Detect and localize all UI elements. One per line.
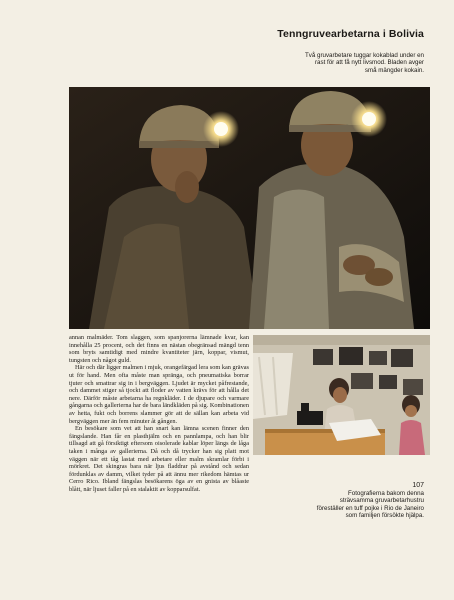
caption-main-photo: Två gruvarbetare tuggar kokablad under en rast för att få nytt livsmod. Bladen avger små mängder kokain. <box>304 52 424 74</box>
page-number: 107 <box>412 482 424 489</box>
photo-miners <box>69 87 430 329</box>
body-paragraph-3: En besökare som vet att han snart kan lämna scenen finner den fängslande. Han får en plasthjälm och en pannlampa, och han blir tillsagd att gå försiktigt eftersom oisolerade kablar löper längs de låga taken i många av gallerierna. Då och då trycker han sig platt mot väggen när ett tåg lastat med arbetare eller malm skramlar förbi i mörkret. Det skingras bara när ljus fladdrar på avstånd och sedan fördunklas av damm, vilket tyder på att ännu mer rikedom hämtas ur Cerro Rico. Ibland fängslas besökarens öga av en gnista av blåaste blått, när ljuset faller på en stalaktit av kopparsulfat. <box>69 425 249 493</box>
photo-miner-wife <box>253 335 430 455</box>
body-paragraph-1: annan malmäder. Tom slaggen, som spanjorerna lämnade kvar, kan innehålla 25 procent, och det finns en nästan obegränsad mängd tenn som bryts samtidigt med mindre kvantiteter järn, koppar, vismut, tungsten och något guld. <box>69 334 249 364</box>
article-body <box>69 334 249 493</box>
page-title: Tenngruvearbetarna i Bolivia <box>277 28 424 40</box>
caption-small-photo: Fotografierna bakom denna strävsamma gruvarbetarhustru föreställer en tuff pojke i Rio de Janeiro som familjen försökte hjälpa. <box>316 490 424 520</box>
body-paragraph-2: Här och där ligger malmen i mjuk, orangefärgad lera som kan grävas ut för hand. Men ofta måste man spränga, och pneumatiska borrar tjuter och smattrar sig in i bergväggen. Ljudet är mycket påfrestande, och dammet stiger så tjockt att floder av vatten krävs för att hålla det nere. Därför måste arbetarna ha regnkläder. I de djupare och varmare gångarna och gallerierna har de bara ländkläden på sig. Kombinationen av hetta, fukt och borrens slammer gör att de sällan kan arbeta vid bergväggen mer än fem minuter åt gången. <box>69 364 249 425</box>
